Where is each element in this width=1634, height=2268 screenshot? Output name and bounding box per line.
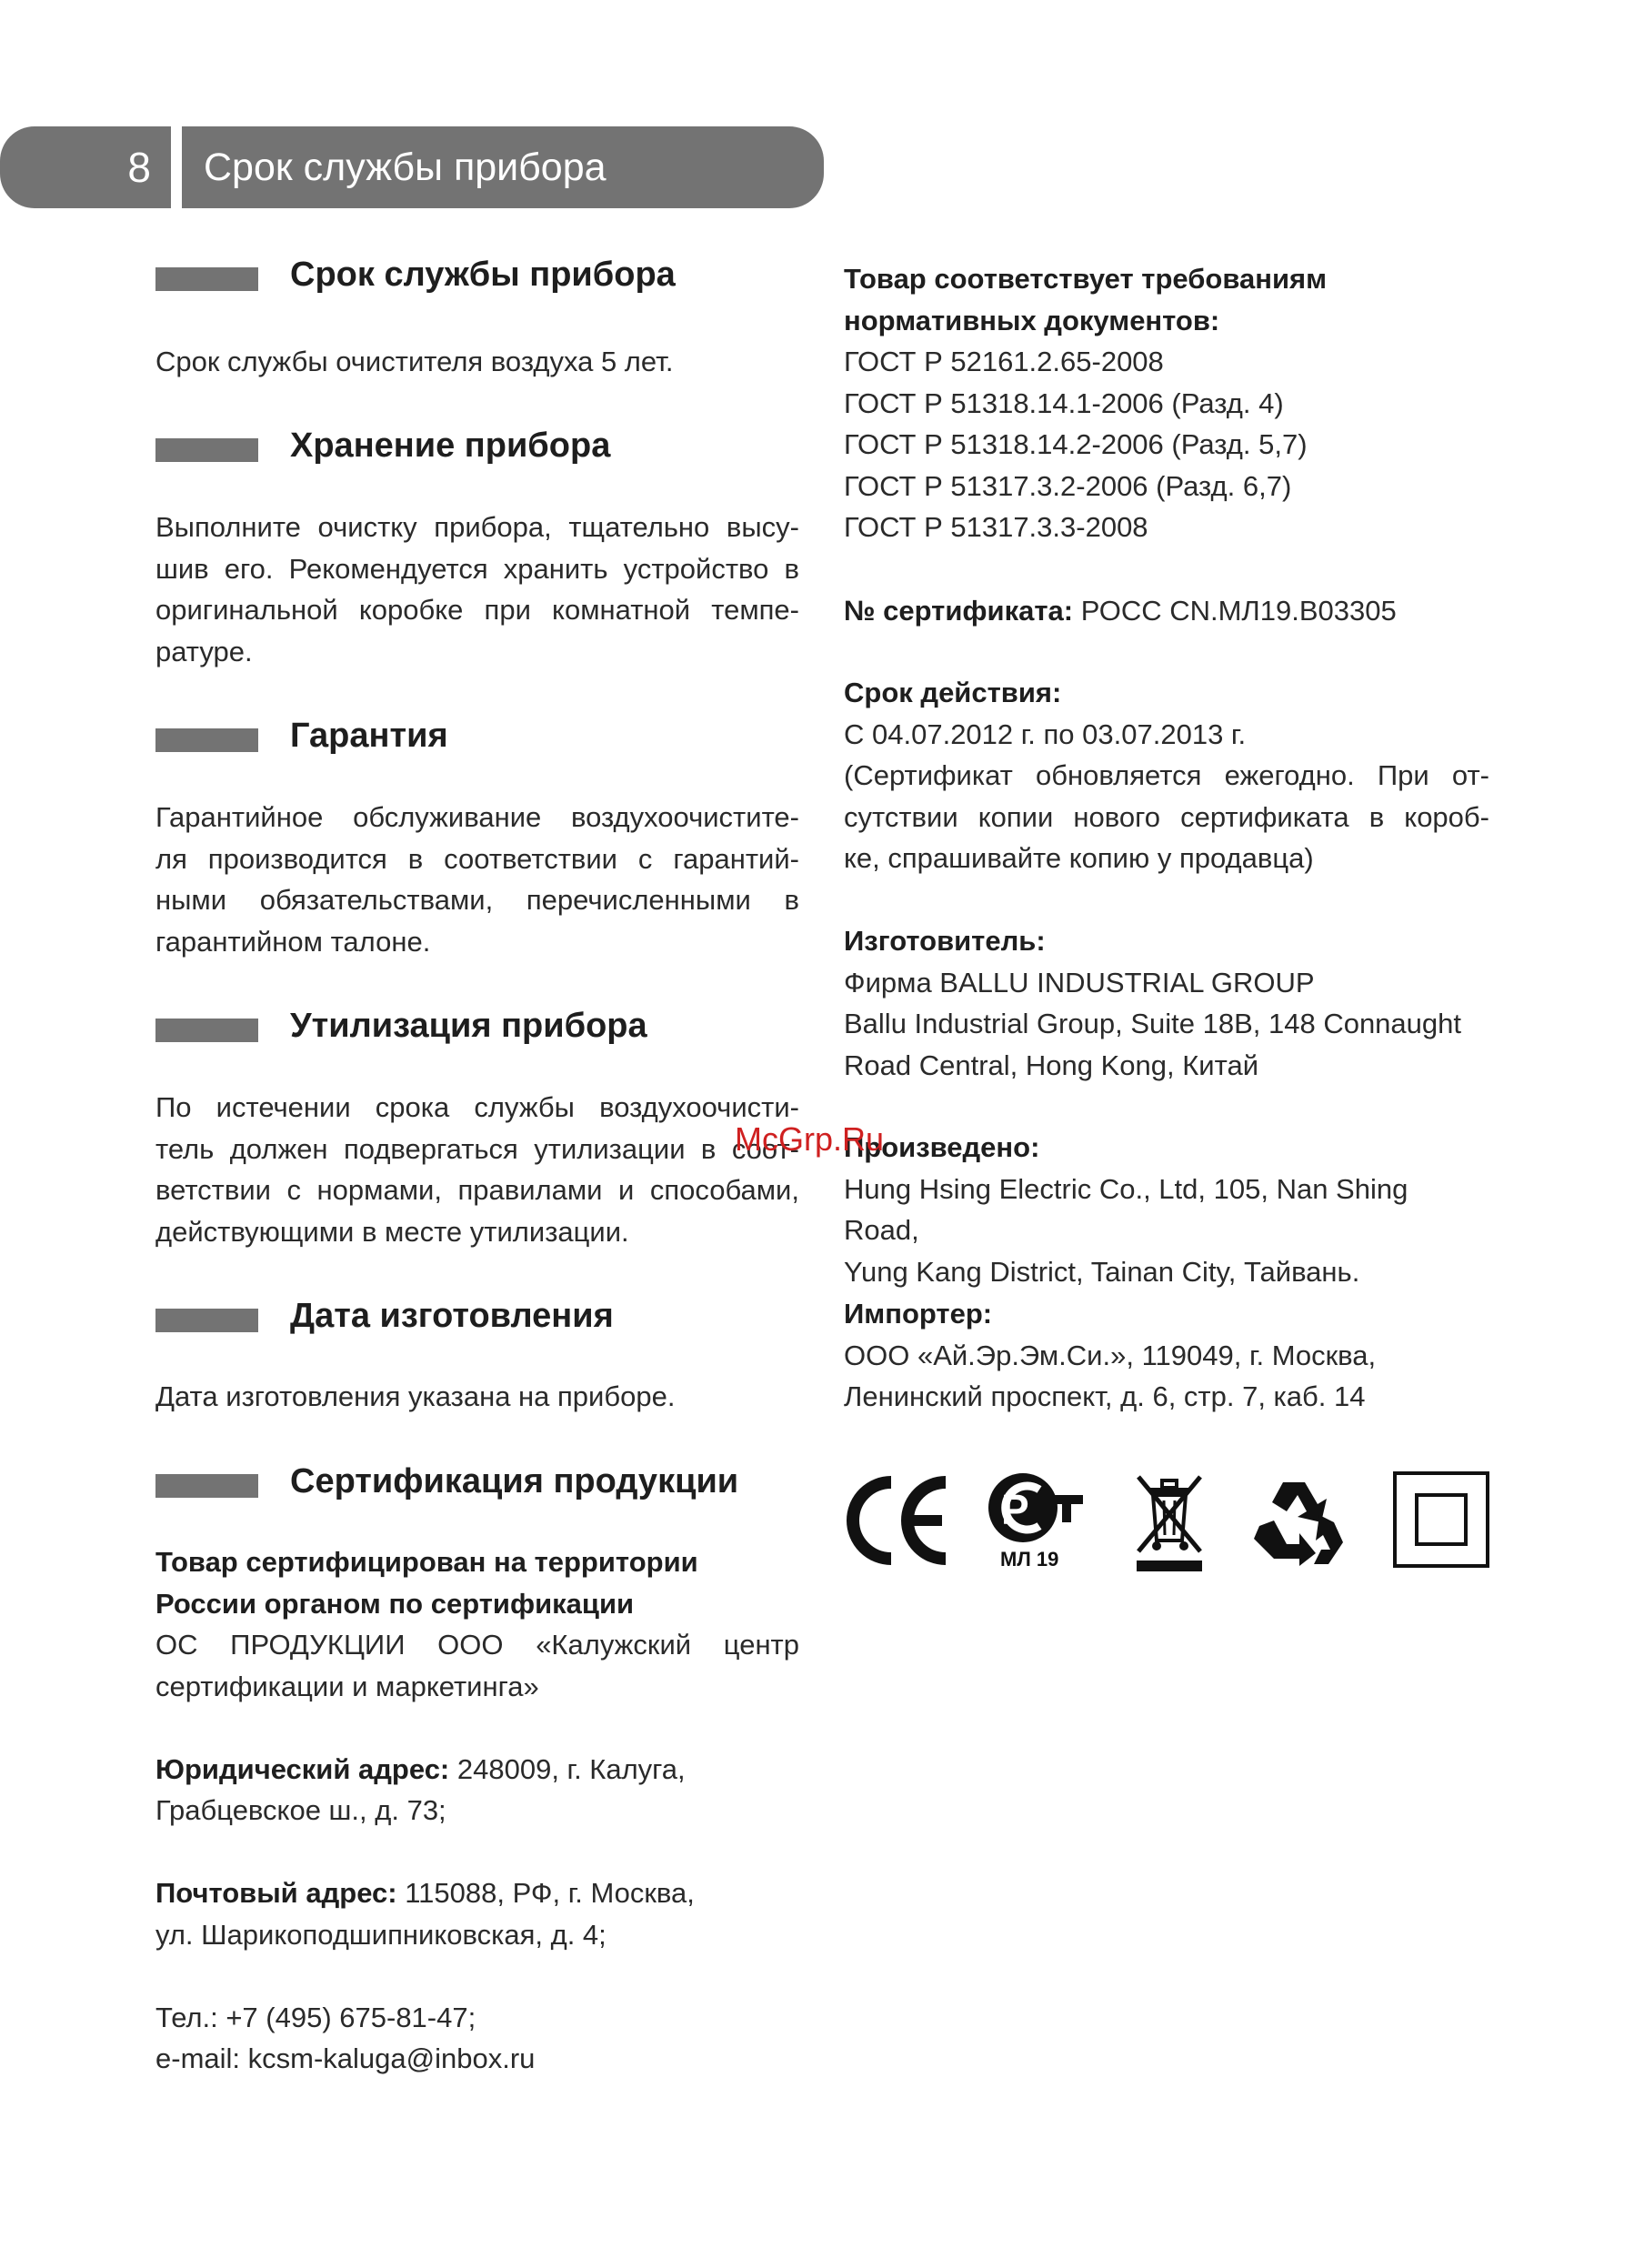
section-bar [155, 1474, 258, 1498]
text-line: Фирма BALLU INDUSTRIAL GROUP [844, 966, 1315, 999]
page-title: Срок службы прибора [182, 126, 824, 208]
text-line: (Сертификат обновляется ежегодно. При от- [844, 759, 1489, 791]
text-line: По истечении срока службы воздухоочисти- [155, 1091, 799, 1123]
text-line: тель должен подвергаться утилизации в соот- [155, 1132, 799, 1165]
section-header-manufacture-date [155, 1293, 799, 1339]
text-line: Грабцевское ш., д. 73; [155, 1794, 446, 1826]
text-line: ными обязательствами, перечисленными в [155, 884, 799, 916]
text-line: Гарантийное обслуживание воздухоочистите- [155, 801, 799, 833]
phone: Тел.: +7 (495) 675-81-47; [155, 2001, 476, 2033]
norm-item: ГОСТ Р 51318.14.2-2006 (Разд. 5,7) [844, 428, 1308, 460]
text-line: Road Central, Hong Kong, Китай [844, 1049, 1259, 1081]
norm-item: ГОСТ Р 51318.14.1-2006 (Разд. 4) [844, 386, 1284, 419]
text-line: С 04.07.2012 г. по 03.07.2013 г. [844, 718, 1247, 750]
text-line: гарантийном талоне. [155, 925, 431, 958]
importer-block [844, 1293, 1489, 1418]
certificate-number: № сертификата: РОСС CN.МЛ19.В03305 [844, 595, 1397, 627]
section-body-certification [155, 1541, 799, 2080]
watermark: McGrp.Ru [735, 1120, 885, 1158]
legal-address: Юридический адрес: 248009, г. Калуга, [155, 1752, 686, 1785]
text-line: ля производится в соответствии с гарантий- [155, 842, 799, 875]
text-line: Импортер: [844, 1298, 993, 1330]
text-line: Ballu Industrial Group, Suite 18B, 148 Connaught [844, 1008, 1462, 1039]
text-line: Yung Kang District, Tainan City, Тайвань. [844, 1255, 1360, 1288]
text-line: Ленинский проспект, д. 6, стр. 7, каб. 14 [844, 1380, 1366, 1412]
section-header-certification [155, 1459, 799, 1504]
norms-block [844, 258, 1489, 548]
text-line: сутствии копии нового сертификата в короб- [844, 800, 1489, 833]
section-title: Дата изготовления [290, 1297, 614, 1335]
text-line: Срок действия: [844, 677, 1062, 708]
text-line: шив его. Рекомендуется хранить устройство в [155, 552, 799, 585]
postal-address: Почтовый адрес: 115088, РФ, г. Москва, [155, 1877, 695, 1909]
section-body-storage [155, 507, 799, 672]
text-line: ке, спрашивайте копию у продавца) [844, 842, 1314, 874]
email: e-mail: kcsm-kaluga@inbox.ru [155, 2042, 536, 2074]
recycle-icon [1247, 1475, 1348, 1568]
norm-item: ГОСТ Р 51317.3.3-2008 [844, 511, 1148, 543]
section-header-warranty [155, 713, 799, 758]
weee-bin-icon [1133, 1471, 1206, 1573]
section-title: Гарантия [290, 717, 448, 755]
manufacturer-block [844, 920, 1489, 1086]
section-body-warranty [155, 797, 799, 962]
section-title: Срок службы прибора [290, 256, 676, 294]
text-line: Произведено: [844, 1131, 1040, 1163]
section-body-manufacture-date [155, 1376, 799, 1418]
text-line: Товар соответствует требованиям [844, 263, 1328, 295]
section-header-disposal [155, 1003, 799, 1049]
section-bar [155, 1309, 258, 1332]
text-line: России органом по сертификации [155, 1587, 635, 1620]
section-bar [155, 1019, 258, 1042]
text-line: ратуре. [155, 635, 253, 667]
section-title: Утилизация прибора [290, 1007, 647, 1045]
norm-item: ГОСТ Р 51317.3.2-2006 (Разд. 6,7) [844, 469, 1292, 502]
text-line: ветствии с нормами, правилами и способами, [155, 1174, 799, 1206]
ce-mark-icon [844, 1473, 953, 1568]
norm-item: ГОСТ Р 52161.2.65-2008 [844, 346, 1164, 377]
text-line: ОС ПРОДУКЦИИ ООО «Калужский центр [155, 1629, 799, 1661]
text-line: сертификации и маркетинга» [155, 1670, 539, 1702]
page-number: 8 [0, 126, 171, 208]
section-title: Сертификация продукции [290, 1462, 739, 1500]
text-line: Изготовитель: [844, 925, 1046, 957]
text-line: Товар сертифицирован на территории [155, 1546, 698, 1578]
certificate-block [844, 590, 1489, 632]
section-bar [155, 438, 258, 462]
produced-block [844, 1127, 1489, 1292]
text-line: Выполните очистку прибора, тщательно высу- [155, 511, 799, 543]
certification-logos [844, 1471, 1489, 1571]
paragraph: Дата изготовления указана на приборе. [155, 1380, 676, 1412]
pct-mark-icon [987, 1471, 1087, 1544]
section-header-storage [155, 423, 799, 468]
double-insulation-icon [1393, 1471, 1489, 1568]
text-line: действующими в месте утилизации. [155, 1215, 629, 1248]
pct-code-label: МЛ 19 [1000, 1548, 1059, 1571]
section-bar [155, 728, 258, 752]
section-body-disposal [155, 1087, 799, 1252]
section-header-lifetime [155, 252, 799, 297]
text-line: оригинальной коробке при комнатной темпе- [155, 594, 799, 626]
section-title: Хранение прибора [290, 427, 611, 465]
text-line: ул. Шарикоподшипниковская, д. 4; [155, 1918, 606, 1951]
section-body-lifetime [155, 341, 799, 383]
paragraph: Срок службы очистителя воздуха 5 лет. [155, 346, 674, 377]
validity-block [844, 672, 1489, 879]
text-line: Hung Hsing Electric Co., Ltd, 105, Nan Shing Road, [844, 1172, 1408, 1246]
section-bar [155, 267, 258, 291]
svg-text:P: P [1001, 1486, 1029, 1533]
text-line: нормативных документов: [844, 304, 1220, 336]
text-line: ООО «Ай.Эр.Эм.Си.», 119049, г. Москва, [844, 1339, 1377, 1371]
